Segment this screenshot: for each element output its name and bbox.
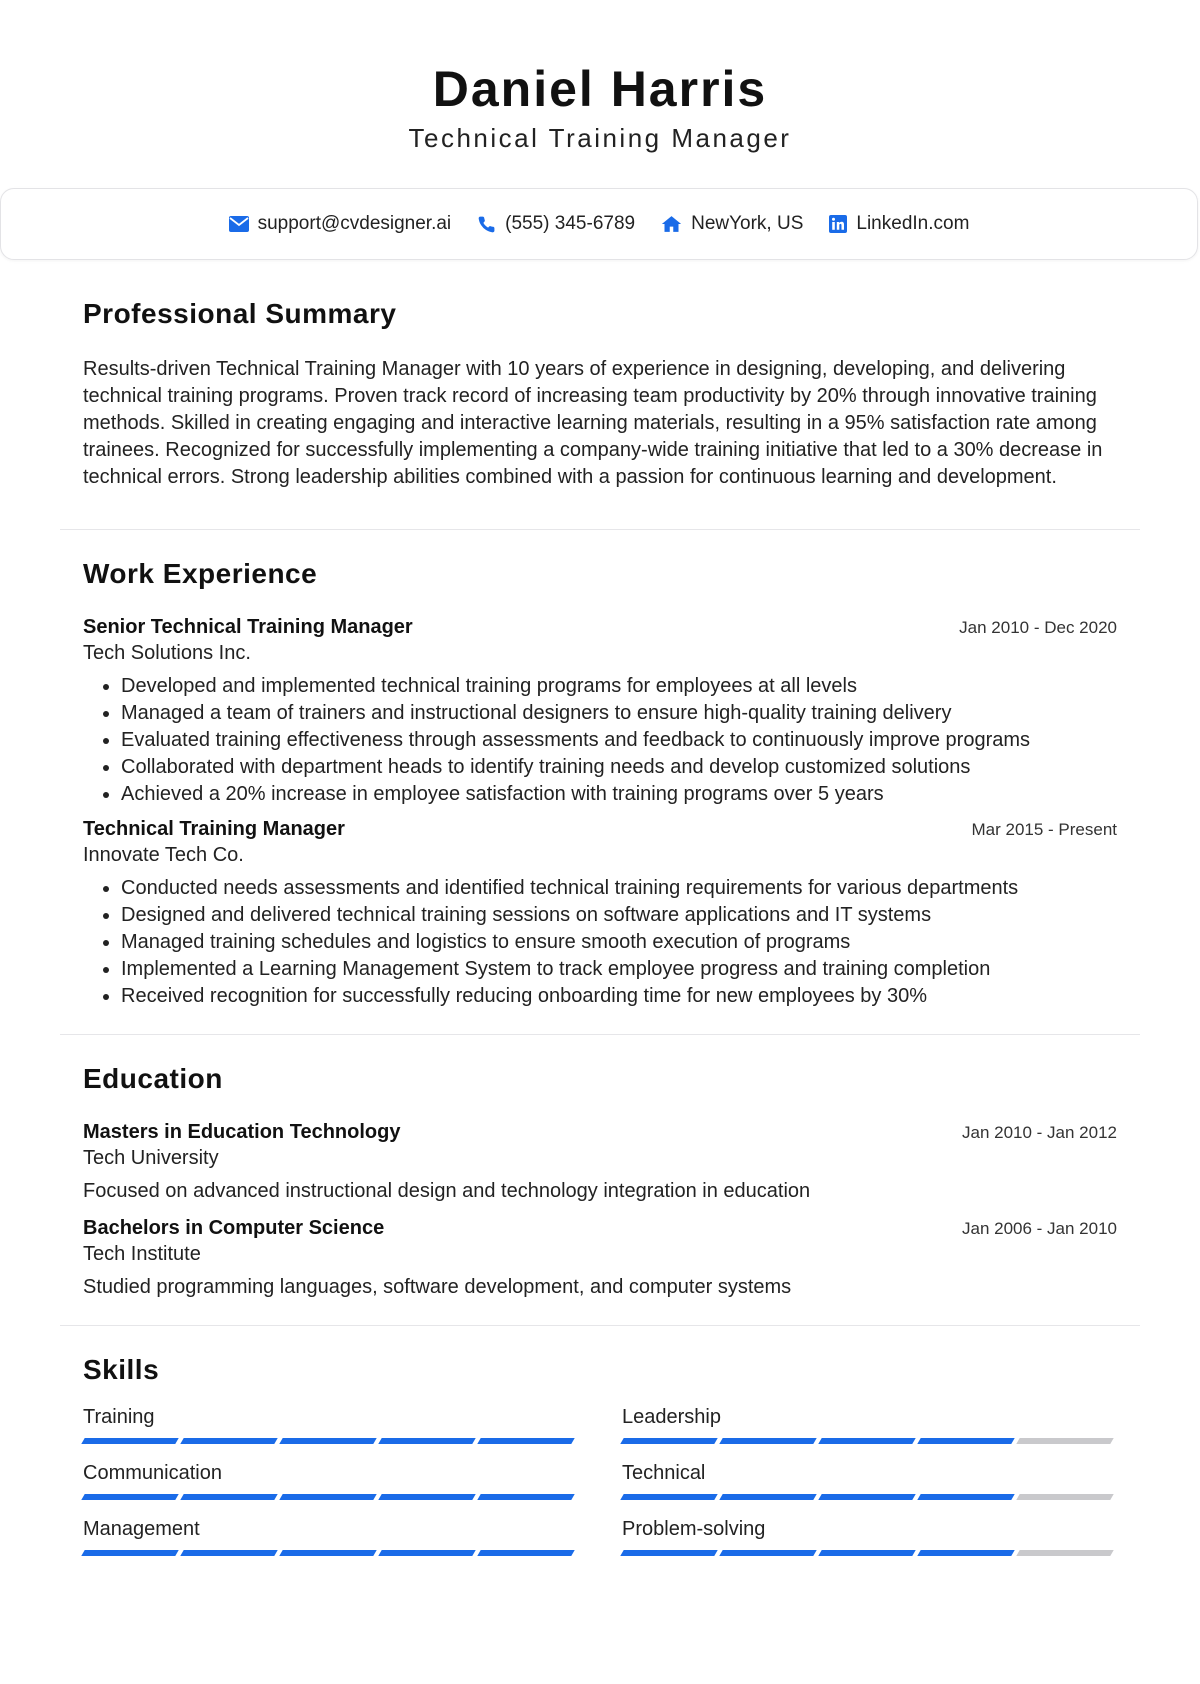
skill-segment-filled xyxy=(279,1438,376,1444)
skills-section xyxy=(60,1326,1140,1556)
skill-segment-filled xyxy=(620,1550,717,1556)
skill-segment-filled xyxy=(818,1550,915,1556)
skill-name: Problem-solving xyxy=(622,1518,766,1540)
location-text: NewYork, US xyxy=(691,213,804,234)
education-entry xyxy=(83,1121,1117,1203)
job-entry xyxy=(83,818,1117,1010)
skill-segment-filled xyxy=(378,1438,475,1444)
section-heading: Professional Summary xyxy=(83,298,397,329)
skill-segment-filled xyxy=(818,1438,915,1444)
contact-linkedin[interactable] xyxy=(829,213,969,235)
job-role: Technical Training Manager xyxy=(83,818,345,840)
skill-segment-filled xyxy=(81,1494,178,1500)
education-date: Jan 2010 - Jan 2012 xyxy=(961,1123,1117,1142)
phone-text: (555) 345-6789 xyxy=(505,213,636,234)
job-bullets xyxy=(83,673,1117,808)
skill-item xyxy=(622,1462,1114,1500)
skill-segment-filled xyxy=(917,1494,1014,1500)
skill-segment-filled xyxy=(378,1494,475,1500)
school-name: Tech Institute xyxy=(83,1243,201,1265)
skill-segment-filled xyxy=(477,1550,574,1556)
skill-name: Technical xyxy=(622,1462,706,1484)
section-heading: Education xyxy=(83,1063,223,1094)
skill-segment-filled xyxy=(917,1438,1014,1444)
list-item: • Implemented a Learning Management System to track employee progress and training completion xyxy=(121,956,1117,983)
skill-segment-filled xyxy=(620,1494,717,1500)
list-item: • Conducted needs assessments and identified technical training requirements for various departments xyxy=(121,875,1117,902)
job-bullets xyxy=(83,875,1117,1010)
skill-segment-filled xyxy=(818,1494,915,1500)
skill-segment-filled xyxy=(620,1438,717,1444)
skill-name: Leadership xyxy=(622,1406,721,1428)
skill-segment-filled xyxy=(81,1438,178,1444)
contact-location xyxy=(661,213,803,235)
job-date: Jan 2010 - Dec 2020 xyxy=(959,618,1117,637)
school-name: Tech University xyxy=(83,1147,219,1169)
list-item: • Achieved a 20% increase in employee satisfaction with training programs over 5 years xyxy=(121,781,1117,808)
skill-segment-filled xyxy=(917,1550,1014,1556)
degree-title: Bachelors in Computer Science xyxy=(83,1217,385,1239)
summary-text: Results-driven Technical Training Manager with 10 years of experience in designing, developing, and delivering technical training programs. Proven track record of increasing team productivity by 20% through innovative training methods. Skilled in creating engaging and interactive learning materials, resulting in a 95% satisfaction rate among trainees. Recognized for successfully implementing a company-wide training initiative that led to a 30% decrease in technical errors. Strong leadership abilities combined with a passion for continuous learning and development. xyxy=(83,358,1103,488)
skill-segment-filled xyxy=(378,1550,475,1556)
contact-phone[interactable] xyxy=(477,213,635,235)
skill-segment-empty xyxy=(1016,1550,1113,1556)
section-heading: Skills xyxy=(83,1354,160,1385)
list-item: • Developed and implemented technical training programs for employees at all levels xyxy=(121,673,1117,700)
skill-segment-empty xyxy=(1016,1438,1113,1444)
skill-segment-filled xyxy=(81,1550,178,1556)
skill-item xyxy=(622,1518,1114,1556)
skill-segment-filled xyxy=(180,1438,277,1444)
skill-name: Training xyxy=(83,1406,155,1428)
skill-segment-filled xyxy=(719,1438,816,1444)
phone-icon xyxy=(477,215,496,234)
job-company: Tech Solutions Inc. xyxy=(83,642,251,664)
skill-segment-filled xyxy=(719,1550,816,1556)
skill-item xyxy=(83,1462,575,1500)
skill-level-bar xyxy=(622,1438,1114,1444)
list-item: • Designed and delivered technical training sessions on software applications and IT systems xyxy=(121,902,1117,929)
linkedin-text: LinkedIn.com xyxy=(856,213,970,234)
home-icon xyxy=(661,215,682,233)
education-description: Studied programming languages, software development, and computer systems xyxy=(83,1276,792,1298)
skill-level-bar xyxy=(622,1494,1114,1500)
education-description: Focused on advanced instructional design and technology integration in education xyxy=(83,1180,811,1202)
experience-section xyxy=(60,530,1140,1035)
skill-name: Management xyxy=(83,1518,200,1540)
skill-segment-filled xyxy=(180,1550,277,1556)
skill-segment-filled xyxy=(477,1494,574,1500)
list-item: • Received recognition for successfully reducing onboarding time for new employees by 30% xyxy=(121,983,1117,1010)
education-date: Jan 2006 - Jan 2010 xyxy=(961,1219,1117,1238)
skill-segment-filled xyxy=(477,1438,574,1444)
skill-segment-filled xyxy=(719,1494,816,1500)
resume-header xyxy=(0,0,1200,154)
job-date: Mar 2015 - Present xyxy=(971,820,1117,839)
resume-content xyxy=(60,260,1140,1556)
list-item: • Managed a team of trainers and instructional designers to ensure high-quality training delivery xyxy=(121,700,1117,727)
candidate-title: Technical Training Manager xyxy=(408,123,792,153)
skill-item xyxy=(83,1518,575,1556)
list-item: • Evaluated training effectiveness through assessments and feedback to continuously improve programs xyxy=(121,727,1117,754)
skill-name: Communication xyxy=(83,1462,222,1484)
list-item: • Managed training schedules and logistics to ensure smooth execution of programs xyxy=(121,929,1117,956)
education-entry xyxy=(83,1217,1117,1299)
skill-item xyxy=(622,1406,1114,1444)
list-item: • Collaborated with department heads to identify training needs and develop customized solutions xyxy=(121,754,1117,781)
skill-segment-empty xyxy=(1016,1494,1113,1500)
skill-level-bar xyxy=(83,1438,575,1444)
summary-section xyxy=(60,260,1140,530)
skill-segment-filled xyxy=(180,1494,277,1500)
envelope-icon xyxy=(229,216,249,232)
skill-level-bar xyxy=(83,1550,575,1556)
skills-grid xyxy=(83,1406,1117,1556)
candidate-name: Daniel Harris xyxy=(432,61,768,117)
contact-bar xyxy=(0,188,1198,260)
job-entry xyxy=(83,616,1117,808)
email-text: support@cvdesigner.ai xyxy=(257,213,452,234)
job-company: Innovate Tech Co. xyxy=(83,844,244,866)
job-role: Senior Technical Training Manager xyxy=(83,616,413,638)
skill-level-bar xyxy=(83,1494,575,1500)
skill-segment-filled xyxy=(279,1550,376,1556)
degree-title: Masters in Education Technology xyxy=(83,1121,401,1143)
education-section xyxy=(60,1035,1140,1326)
skill-segment-filled xyxy=(279,1494,376,1500)
skill-level-bar xyxy=(622,1550,1114,1556)
linkedin-icon xyxy=(829,215,847,233)
section-heading: Work Experience xyxy=(83,558,318,589)
skill-item xyxy=(83,1406,575,1444)
contact-email[interactable] xyxy=(229,213,452,235)
